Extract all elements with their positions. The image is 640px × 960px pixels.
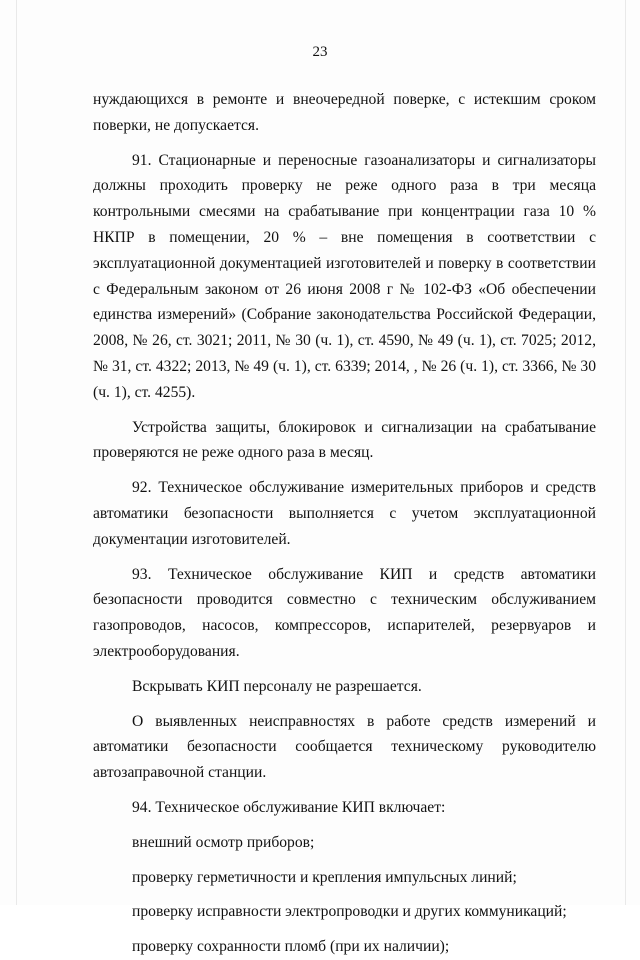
list-item: проверку сохранности пломб (при их наличии);: [132, 938, 450, 956]
paragraph-93: 93. Техническое обслуживание КИП и средств автоматики безопасности проводится совместно с техническим обслуживанием газопроводов, насосов, компрессоров, испарителей, резервуаров и электрооборудования.: [93, 565, 596, 660]
list-item: проверку герметичности и крепления импульсных линий;: [132, 868, 517, 886]
paragraph-92: 92. Техническое обслуживание измерительных приборов и средств автоматики безопасности выполняется с учетом эксплуатационной документации изготовителей.: [93, 479, 596, 548]
page-number: 23: [312, 44, 328, 60]
scan-edge-line: [625, 0, 626, 905]
list-item: проверку исправности электропроводки и других коммуникаций;: [132, 903, 567, 921]
list-item: внешний осмотр приборов;: [132, 833, 315, 851]
scan-edge-line: [16, 0, 17, 905]
paragraph: Устройства защиты, блокировок и сигнализации на срабатывание проверяются не реже одного раза в месяц.: [93, 418, 596, 462]
paragraph-91: 91. Стационарные и переносные газоанализаторы и сигнализаторы должны проходить проверку не реже одного раза в три месяца контрольными смесями на срабатывание при концентрации газа 10 % НКПР в помещении, 20 % – вне помещения в соответствии с эксплуатационной документацией изготовителей и поверку в соответствии с Федеральным законом от 26 июня 2008 г № 102-ФЗ «Об обеспечении единства измерений» (Собрание законодательства Российской Федерации, 2008, № 26, ст. 3021; 2011, № 30 (ч. 1), ст. 4590, № 49 (ч. 1), ст. 7025; 2012, № 31, ст. 4322; 2013, № 49 (ч. 1), ст. 6339; 2014, , № 26 (ч. 1), ст. 3366, № 30 (ч. 1), ст. 4255).: [93, 151, 596, 401]
paragraph: нуждающихся в ремонте и внеочередной поверке, с истекшим сроком поверки, не допускается.: [93, 91, 596, 134]
document-body: [93, 87, 596, 960]
paragraph-94: 94. Техническое обслуживание КИП включает:: [132, 798, 446, 816]
paragraph: О выявленных неисправностях в работе средств измерений и автоматики безопасности сообщается техническому руководителю автозаправочной станции.: [93, 712, 596, 782]
paragraph: Вскрывать КИП персоналу не разрешается.: [132, 677, 422, 695]
